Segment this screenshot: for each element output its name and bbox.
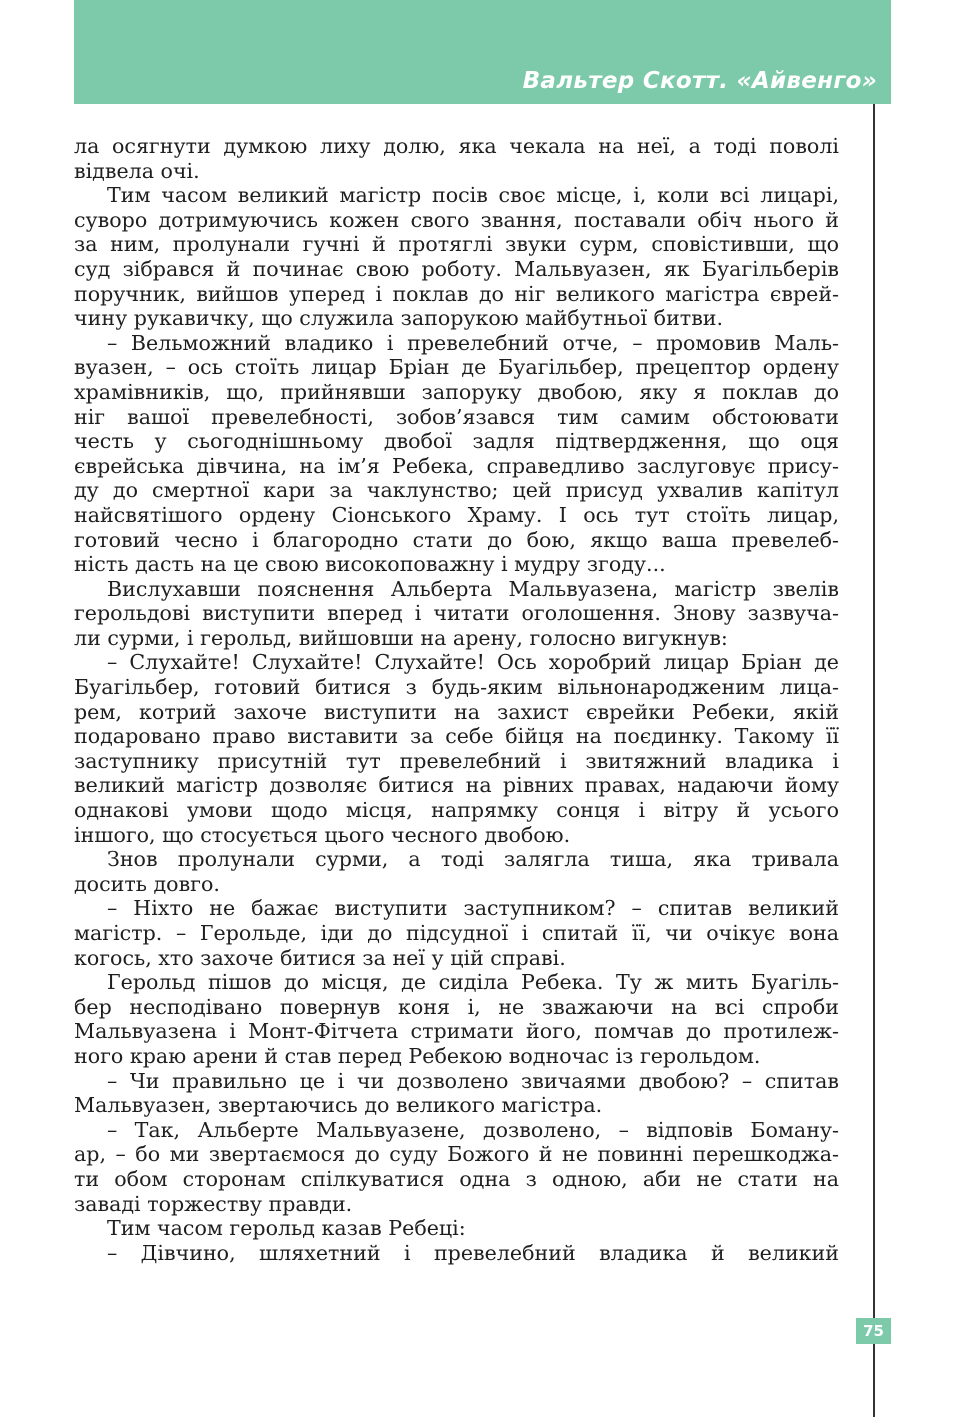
text-line: Знов пролунали сурми, а тоді залягла тиша, яка тривала xyxy=(107,847,839,872)
header-band xyxy=(74,0,891,104)
text-line: рем, котрий захоче виступити на захист єврейки Ребеки, якій xyxy=(74,699,839,724)
margin-rule xyxy=(873,104,875,1417)
text-line: – Ніхто не бажає виступити заступником? – спитав великий xyxy=(107,896,839,921)
text-line: іншого, що стосується цього чесного двобою. xyxy=(74,822,571,847)
text-line: когось, хто захоче битися за неї у цій справі. xyxy=(74,945,566,970)
text-line: – Так, Альберте Мальвуазене, дозволено, – відповів Боману- xyxy=(107,1117,839,1142)
text-line: поручник, вийшов уперед і поклав до ніг великого магістра єврей- xyxy=(74,281,839,306)
text-line: відвела очі. xyxy=(74,158,200,183)
text-line: Мальвуазен, звертаючись до великого магістра. xyxy=(74,1093,603,1118)
text-line: заступнику присутній тут превелебний і звитяжний владика і xyxy=(74,748,839,773)
text-line: найсвятішого ордену Сіонського Храму. І ось тут стоїть лицар, xyxy=(74,502,839,527)
text-line: Мальвуазена і Монт-Фітчета стримати його, помчав до протилеж- xyxy=(74,1019,839,1044)
text-line: Тим часом герольд казав Ребеці: xyxy=(107,1216,466,1241)
text-line: магістр. – Герольде, іди до підсудної і спитай її, чи очікує вона xyxy=(74,921,839,945)
running-header-title: Вальтер Скотт. «Айвенго» xyxy=(522,68,877,94)
text-line: Буагільбер, готовий битися з будь-яким вільнонародженим лица- xyxy=(74,675,839,700)
text-line: Герольд пішов до місця, де сиділа Ребека. Ту ж мить Буагіль- xyxy=(107,970,839,995)
text-line: честь у сьогоднішньому двобої задля підтвердження, що оця xyxy=(74,429,839,454)
text-line: герольдові виступити вперед і читати оголошення. Знову зазвуча- xyxy=(74,601,839,626)
text-line: – Дівчино, шляхетний і превелебний владика й великий xyxy=(107,1240,839,1265)
text-line: ли сурми, і герольд, вийшовши на арену, голосно вигукнув: xyxy=(74,625,728,650)
text-line: – Вельможний владико і превелебний отче, – промовив Маль- xyxy=(107,330,839,355)
text-line: Тим часом великий магістр посів своє місце, і, коли всі лицарі, xyxy=(107,183,839,208)
text-line: вуазен, – ось стоїть лицар Бріан де Буагільбер, прецептор ордену xyxy=(74,355,839,380)
text-line: великий магістр дозволяє битися на рівних правах, надаючи йому xyxy=(74,773,839,798)
text-line: єврейська дівчина, на ім’я Ребека, справедливо заслуговує прису- xyxy=(74,453,839,478)
text-line: бер несподівано повернув коня і, не зважаючи на всі спроби xyxy=(74,994,839,1019)
text-line: готовий чесно і благородно стати до бою, якщо ваша превелеб- xyxy=(74,527,839,552)
text-line: суворо дотримуючись кожен свого звання, поставали обіч нього й xyxy=(74,207,839,232)
text-line: ла осягнути думкою лиху долю, яка чекала на неї, а тоді поволі xyxy=(74,134,839,158)
text-line: Вислухавши пояснення Альберта Мальвуазена, магістр звелів xyxy=(107,576,839,601)
text-line: ду до смертної кари за чаклунство; цей присуд ухвалив капітул xyxy=(74,478,839,503)
text-line: подаровано право виставити за себе бійця на поєдинку. Такому її xyxy=(74,724,839,749)
text-line: заваді торжеству правди. xyxy=(74,1191,353,1216)
page-number: 75 xyxy=(856,1318,891,1344)
text-line: суд зібрався й починає свою роботу. Мальвуазен, як Буагільберів xyxy=(74,256,839,281)
body-text xyxy=(74,134,839,1265)
text-line: – Чи правильно це і чи дозволено звичаями двобою? – спитав xyxy=(107,1068,839,1093)
text-line: ти обом сторонам спілкуватися одна з одною, аби не стати на xyxy=(74,1166,839,1191)
text-line: ар, – бо ми звертаємося до суду Божого й не повинні перешкоджа- xyxy=(74,1142,839,1167)
text-line: ніг вашої превелебності, зобов’язався тим самим обстоювати xyxy=(74,404,839,429)
text-line: однакові умови щодо місця, напрямку сонця і вітру й усього xyxy=(74,798,839,823)
text-line: ність дасть на це свою високоповажну і мудру згоду... xyxy=(74,552,666,577)
text-line: ного краю арени й став перед Ребекою водночас із герольдом. xyxy=(74,1043,761,1068)
text-line: чину рукавичку, що служила запорукою майбутньої битви. xyxy=(74,306,724,331)
text-line: досить довго. xyxy=(74,871,220,896)
text-line: храмівників, що, прийнявши запоруку двобою, яку я поклав до xyxy=(74,379,839,404)
text-line: за ним, пролунали гучні й протяглі звуки сурм, сповістивши, що xyxy=(74,232,839,257)
text-line: – Слухайте! Слухайте! Слухайте! Ось хоробрий лицар Бріан де xyxy=(107,650,839,675)
